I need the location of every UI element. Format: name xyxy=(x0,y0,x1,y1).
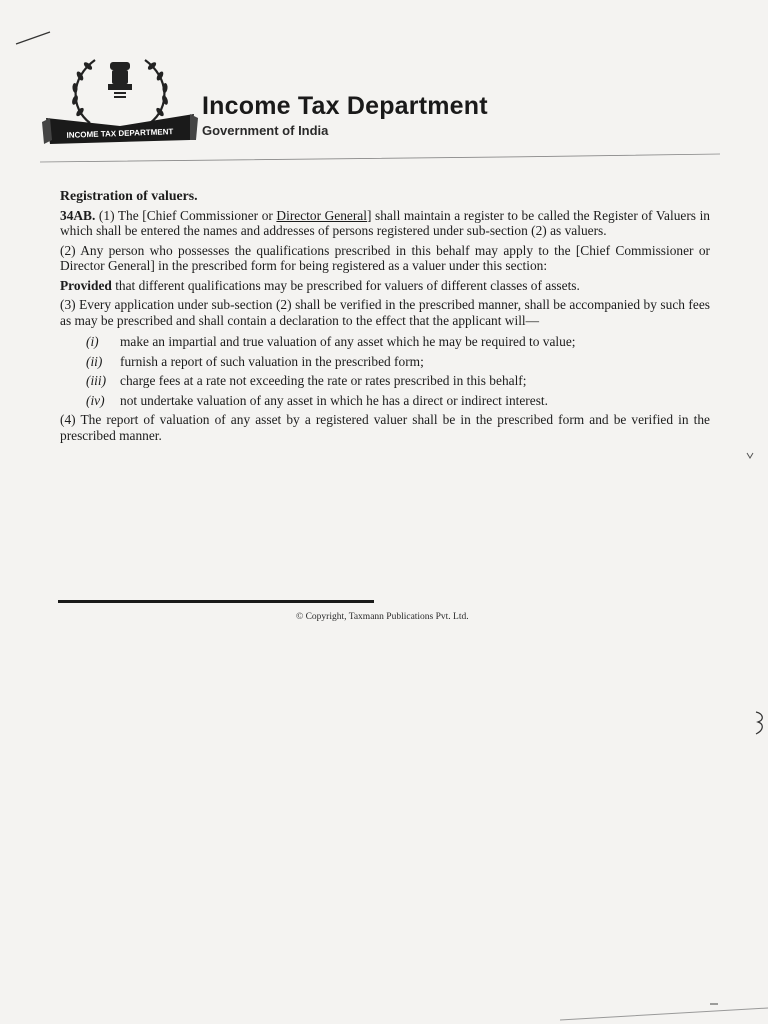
proviso-word: Provided xyxy=(60,277,112,293)
scan-speck xyxy=(744,450,756,462)
clause-number: (iv) xyxy=(86,392,105,408)
proviso-text: that different qualifications may be prescribed for valuers of different classes of assets. xyxy=(111,277,580,293)
department-title: Income Tax Department xyxy=(202,92,488,120)
proviso xyxy=(60,278,710,294)
subsection-4: (4) The report of valuation of any asset by a registered valuer shall be in the prescribed form and be verified in the prescribed manner. xyxy=(60,412,710,443)
government-subtitle: Government of India xyxy=(202,123,329,138)
clause-number: (ii) xyxy=(86,353,103,369)
clause-text: furnish a report of such valuation in the prescribed form; xyxy=(120,353,424,369)
subsection-1-text-a: (1) The [Chief Commissioner or xyxy=(95,207,277,223)
income-tax-emblem-logo xyxy=(40,48,200,158)
subsection-1 xyxy=(60,208,710,239)
pen-mark xyxy=(14,28,54,48)
subsection-2: (2) Any person who possesses the qualifications prescribed in this behalf may apply to the [Chief Commissioner or Director General] in the prescribed form for being registered as a valuer under this section: xyxy=(60,242,710,273)
section-heading: Registration of valuers. xyxy=(60,188,198,203)
clause-text: charge fees at a rate not exceeding the rate or rates prescribed in this behalf; xyxy=(120,373,527,388)
svg-text:INCOME TAX DEPARTMENT: INCOME TAX DEPARTMENT xyxy=(66,127,174,140)
page-edge-shadow xyxy=(560,1000,768,1024)
legal-text-body xyxy=(60,188,710,447)
clause-item xyxy=(86,334,710,350)
subsection-3: (3) Every application under sub-section (2) shall be verified in the prescribed manner, shall be accompanied by such fees as may be prescribed and shall contain a declaration to the effect that the applicant will— xyxy=(60,297,710,328)
margin-scribble xyxy=(752,708,768,738)
subsection-1-underlined: Director General xyxy=(276,207,367,223)
clause-text: make an impartial and true valuation of any asset which he may be required to value; xyxy=(120,334,576,349)
clause-item xyxy=(86,393,710,409)
clause-item xyxy=(86,354,710,370)
clause-number: (iii) xyxy=(86,373,107,388)
footer-divider xyxy=(58,600,374,603)
subsection-1-text-b: ] shall maintain a register to be called the Register of Valuers in which shall be entered the names and addresses of persons registered under sub-section (2) as valuers. xyxy=(60,207,710,238)
clause-text: not undertake valuation of any asset in which he has a direct or indirect interest. xyxy=(120,392,548,408)
clause-item xyxy=(86,373,710,389)
clause-list xyxy=(86,334,710,408)
section-number: 34AB. xyxy=(60,207,96,223)
header-divider xyxy=(40,150,720,170)
clause-number: (i) xyxy=(86,334,99,349)
copyright-notice: © Copyright, Taxmann Publications Pvt. Ltd. xyxy=(296,612,469,622)
